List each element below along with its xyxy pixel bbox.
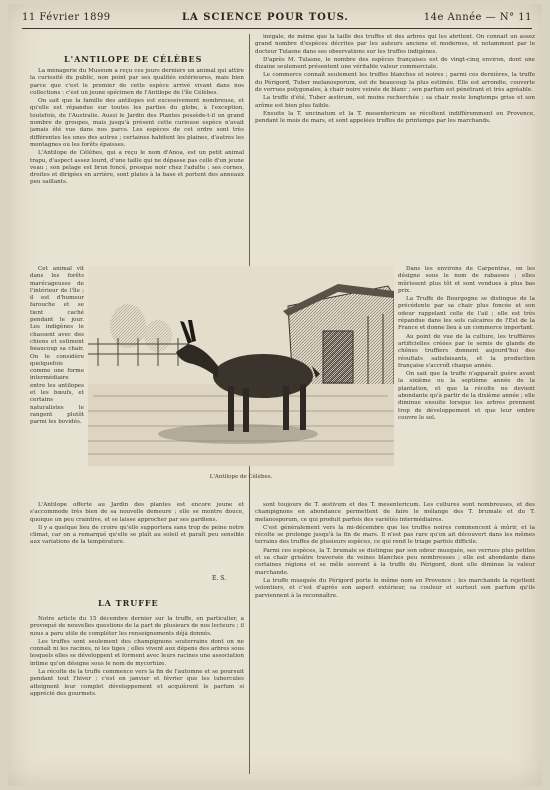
paragraph: sont toujours de T. æstivum et des T. mesentericum. Les cultures sont nombreuses, et des champignons en abondance permettent de faire le mélange des T. brumale et du T. melanosporum, ce qui produit parfois des variétés intermédiaires. bbox=[255, 502, 535, 523]
paragraph: On sait que la famille des antilopes est excessivement nombreuse, et qu'elle est répandue sur toutes les parties du globe, à l'exception, toutefois, de l'Australie. Aussi le Jardin des Plantes possède-t-il un grand nombre de groupes, mais jusqu'à présent cette curieuse espèce n'avait jamais été vue dans nos parcs. Les espèces de cet ordre sont très différentes les unes des autres ; certaines habitent les plaines, d'autres les montagnes ou les forêts épaisses. bbox=[30, 98, 244, 148]
paragraph: Le commerce connaît seulement les truffes blanches et noires ; parmi ces dernières, la truffe du Périgord, Tuber melanosporum, est de beaucoup la plus estimée. Elle est arrondie, couverte de verrues polygonales, à chair noire veinée de blanc ; son parfum est pénétrant et très agréable. bbox=[255, 72, 535, 94]
article-text-side-right bbox=[398, 266, 535, 498]
article-signature: E. S. bbox=[212, 575, 226, 582]
article-text-bottom-left bbox=[30, 502, 244, 574]
article-title: LA TRUFFE bbox=[98, 598, 159, 608]
article-text-bottom-right bbox=[255, 502, 535, 776]
paragraph: Cet animal vit dans les forêts marécageuses de l'intérieur de l'île ; il est d'humeur farouche et se tient caché pendant le jour. Les indigènes le chassent avec des chiens et estiment beaucoup sa chair. On le considère quelquefois comme une forme intermédiaire entre les antilopes et les bœufs, et certains naturalistes le rangent plutôt parmi les bovidés. bbox=[30, 266, 84, 426]
antelope-engraving bbox=[88, 266, 394, 466]
paragraph: Notre article du 15 décembre dernier sur la truffe, en particulier, a provoqué de nouvelles questions de la part de plusieurs de nos lecteurs ; il nous a paru utile de compléter les renseignements déjà donnés. bbox=[30, 616, 244, 637]
paragraph: On sait que la truffe n'apparaît guère avant la sixième ou la septième année de la plantation, et que la récolte ne devient abondante qu'à partir de la dixième année ; elle diminue ensuite lorsque les arbres prennent trop de développement et que leur ombre couvre le sol. bbox=[398, 371, 535, 421]
paragraph: inégale, de même que la taille des truffes et des arbres qui les abritent. On connaît un assez grand nombre d'espèces décrites par les auteurs anciens et modernes, et notamment par le docteur Tulasne dans ses observations sur les truffes indigènes. bbox=[255, 34, 535, 55]
paragraph: La truffe musquée du Périgord porte le même nom en Provence ; les marchands la rejettent volontiers, et c'est d'après son aspect extérieur, sa couleur et surtout son parfum qu'ils parviennent à la reconnaître. bbox=[255, 577, 535, 599]
article-text-top-right bbox=[255, 34, 535, 260]
paragraph: Les truffes sont seulement des champignons souterrains dont on ne connaît ni les racines, ni les tiges ; elles vivent aux dépens des arbres sous lesquels elles se développent et forment avec leurs racines une association intime qu'on désigne sous le nom de mycorhize. bbox=[30, 638, 244, 667]
paragraph: Il y a quelque lieu de croire qu'elle supportera sans trop de peine notre climat, car on a remarqué qu'elle se plaît au soleil et paraît peu sensible aux variations de la température. bbox=[30, 524, 244, 546]
page-header bbox=[22, 10, 532, 28]
issue-number: 14e Année — N° 11 bbox=[423, 12, 532, 23]
journal-title: LA SCIENCE POUR TOUS. bbox=[182, 12, 349, 23]
article-text-side-left bbox=[30, 266, 84, 498]
paragraph: La récolte de la truffe commence vers la fin de l'automne et se poursuit pendant tout l'hiver ; c'est en janvier et février que les tubercules atteignent leur complet développement et acquièrent le parfum si apprécié des gourmets. bbox=[30, 669, 244, 697]
figure-caption: L'Antilope de Célèbes. bbox=[209, 474, 273, 480]
paragraph: La ménagerie du Muséum a reçu ces jours derniers un animal qui attire la curiosité du public, non point par ses qualités extérieures, mais bien parce que c'est le premier de cette espèce arrivé vivant dans nos collections : c'est un jeune spécimen de l'Antilope de l'île Célèbes. bbox=[30, 68, 244, 96]
article-title: L'ANTILOPE DE CÉLÈBES bbox=[64, 54, 203, 64]
paragraph: L'Antilope offerte au Jardin des plantes est encore jeune et s'accommode très bien de sa nouvelle demeure ; elle se montre douce, quoique un peu craintive, et se laisse approcher par ses gardiens. bbox=[30, 502, 244, 523]
paragraph: Parmi ces espèces, la T. brumale se distingue par son odeur musquée, ses verrues plus petites et sa chair grisâtre traversée de veines blanches peu nombreuses ; elle est abondante dans certaines régions et se mêle souvent à la truffe du Périgord, dont elle diminue la valeur marchande. bbox=[255, 547, 535, 576]
newspaper-page bbox=[8, 4, 542, 786]
article-text-top-left bbox=[30, 68, 244, 268]
paragraph: Ensuite la T. uncinatum et la T. mesentericum se récoltent indifféremment en Provence, pendant le mois de mars, et sont appelées truffes de printemps par les marchands. bbox=[255, 110, 535, 125]
paragraph: D'après M. Tulasne, le nombre des espèces françaises est de vingt-cinq environ, dont une dizaine seulement présentent une véritable valeur commerciale. bbox=[255, 56, 535, 71]
paragraph: Au point de vue de la culture, les truffières artificielles créées par le semis de glands de chênes truffiers donnent aujourd'hui des résultats satisfaisants, et la production française s'accroît chaque année. bbox=[398, 333, 535, 369]
animal-shadow bbox=[158, 424, 318, 444]
paragraph: La Truffe de Bourgogne se distingue de la précédente par sa chair plus foncée et son odeur rappelant celle de l'ail ; elle est très répandue dans les sols calcaires de l'Est de la France et donne lieu à un commerce important. bbox=[398, 296, 535, 332]
issue-date: 11 Février 1899 bbox=[22, 12, 111, 23]
paragraph: C'est généralement vers la mi-décembre que les truffes noires commencent à mûrir, et la récolte se prolonge jusqu'à la fin de mars. Il n'est pas rare qu'on ait découvert dans les mêmes terrains des truffes de plusieurs espèces, ce qui rend le triage parfois difficile. bbox=[255, 524, 535, 546]
paragraph: L'Antilope de Célèbes, qui a reçu le nom d'Anoa, est un petit animal trapu, d'aspect assez lourd, d'une taille qui ne dépasse pas celle d'un jeune veau ; son pelage est brun foncé, presque noir chez l'adulte ; ses cornes, droites et dirigées en arrière, sont plates à la base et portent des anneaux peu saillants. bbox=[30, 150, 244, 186]
paragraph: La truffe d'été, Tuber æstivum, est moins recherchée ; sa chair reste longtemps grise et son arôme est bien plus faible. bbox=[255, 95, 535, 109]
header-rule bbox=[22, 28, 532, 29]
paragraph: Dans les environs de Carpentras, on les désigne sous le nom de rabasses ; elles mûrissent plus tôt et sont vendues à plus bas prix. bbox=[398, 266, 535, 294]
article-text-truffe-left bbox=[30, 616, 244, 776]
engraving-illustration bbox=[88, 266, 394, 466]
